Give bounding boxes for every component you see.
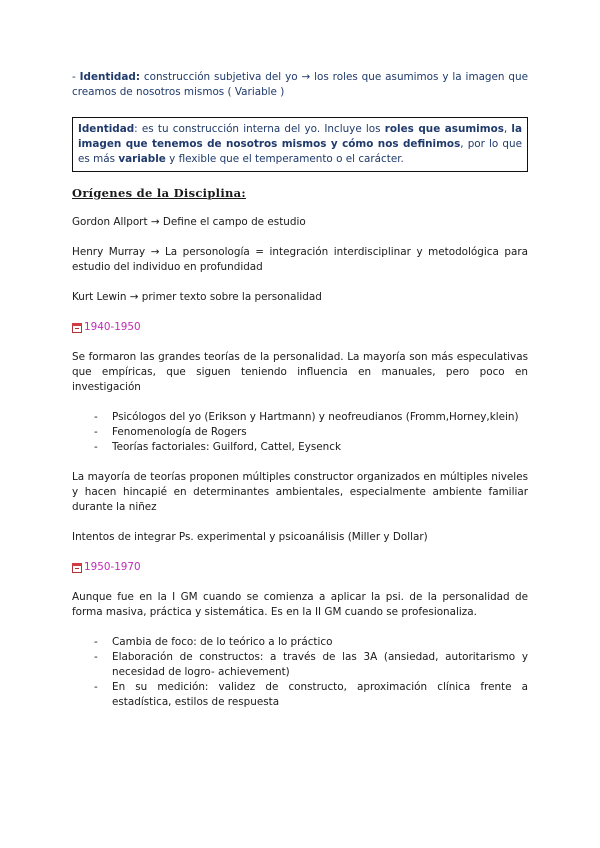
box-text-2: ,	[503, 123, 512, 135]
box-bold-3: variable	[118, 153, 166, 165]
identity-definition-box	[72, 117, 528, 172]
period-1-para-2: La mayoría de teorías proponen múltiples constructor organizados en múltiples niveles y hacen hincapié en determinantes ambientales, especialmente ambiente familiar durante la niñez	[72, 471, 528, 513]
period-1-date	[72, 320, 528, 335]
period-2-list	[72, 635, 528, 710]
list-item: - Elaboración de constructos: a través de las 3A (ansiedad, autoritarismo y necesidad de logro- achievement)	[92, 650, 528, 680]
calendar-icon	[72, 563, 82, 573]
origin-murray: Henry Murray → La personología = integración interdisciplinar y metodológica para estudio del individuo en profundidad	[72, 246, 528, 273]
page-content	[72, 70, 528, 710]
box-text-1: : es tu construcción interna del yo. Incluye los	[134, 123, 385, 135]
list-item: - Psicólogos del yo (Erikson y Hartmann) y neofreudianos (Fromm,Horney,klein)	[92, 410, 528, 425]
box-text-3: , por lo que es más	[78, 138, 522, 165]
period-2-date-text: 1950-1970	[84, 561, 141, 573]
period-2-date	[72, 560, 528, 575]
list-item: - Cambia de foco: de lo teórico a lo práctico	[92, 635, 528, 650]
calendar-icon	[72, 323, 82, 333]
period-1-list	[72, 410, 528, 455]
origin-lewin: Kurt Lewin → primer texto sobre la personalidad	[72, 291, 322, 303]
box-term: Identidad	[78, 123, 135, 135]
identity-text: construcción subjetiva del yo → los roles que asumimos y la imagen que creamos de nosotros mismos ( Variable )	[72, 71, 528, 98]
period-1-date-text: 1940-1950	[84, 321, 141, 333]
origin-allport: Gordon Allport → Define el campo de estudio	[72, 216, 306, 228]
box-text-4: y flexible que el temperamento o el carácter.	[165, 153, 404, 165]
intro-dash: -	[72, 71, 80, 83]
box-bold-2: la imagen que tenemos de nosotros mismos y cómo nos definimos	[78, 123, 522, 150]
list-item: - En su medición: validez de constructo, aproximación clínica frente a estadística, estilos de respuesta	[92, 680, 528, 710]
period-1-para-3: Intentos de integrar Ps. experimental y psicoanálisis (Miller y Dollar)	[72, 531, 428, 543]
period-2-intro: Aunque fue en la I GM cuando se comienza a aplicar la psi. de la personalidad de forma masiva, práctica y sistemática. Es en la II GM cuando se profesionaliza.	[72, 591, 528, 618]
period-1-intro: Se formaron las grandes teorías de la personalidad. La mayoría son más especulativas que empíricas, que siguen teniendo influencia en manuales, pero poco en investigación	[72, 351, 528, 393]
list-item: - Teorías factoriales: Guilford, Cattel, Eysenck	[92, 440, 528, 455]
box-bold-1: roles que asumimos	[384, 123, 504, 135]
section-heading: Orígenes de la Disciplina:	[72, 186, 246, 200]
identity-term: Identidad:	[79, 71, 140, 83]
list-item: - Fenomenología de Rogers	[92, 425, 528, 440]
identity-note	[72, 70, 528, 100]
